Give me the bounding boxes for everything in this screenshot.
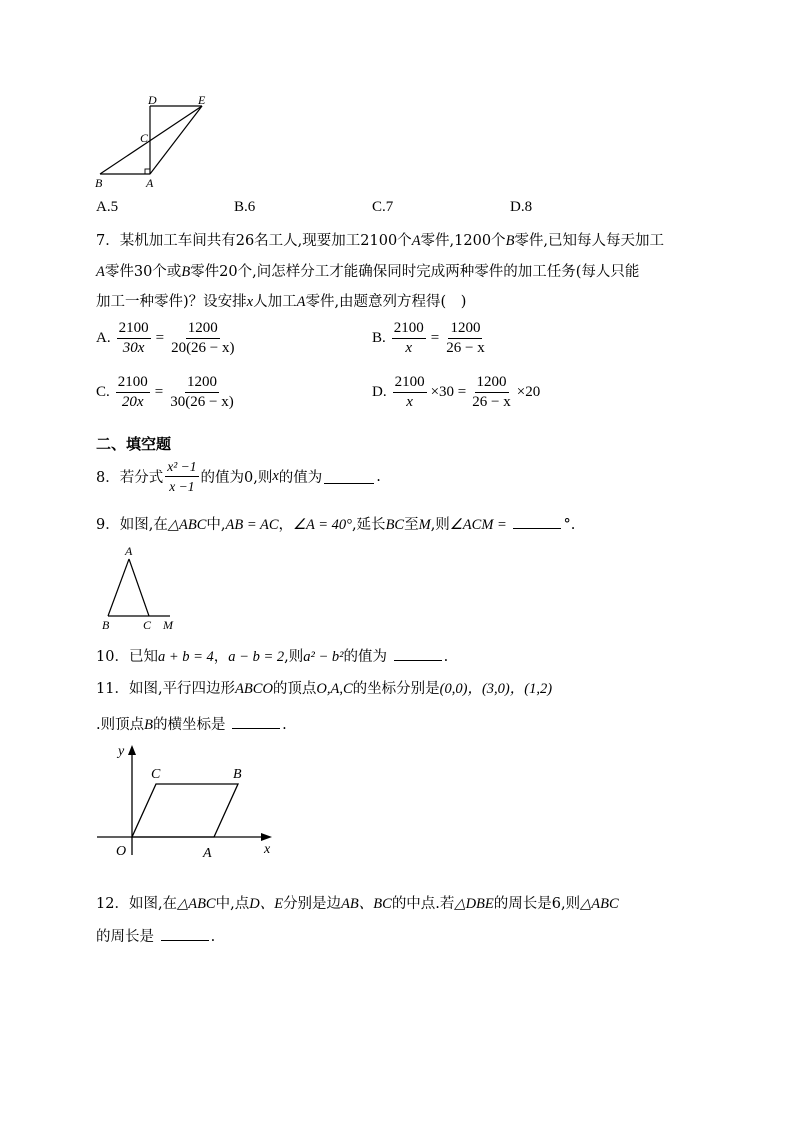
section-title: 二、填空题 (96, 435, 172, 453)
q10-question: 10．已知a + b = 4，a − b = 2,则a² − b²的值为 . (96, 645, 448, 666)
q7-line-3: 加工一种零件)？设安排x人加工A零件,由题意列方程得( ) (96, 294, 467, 310)
label-M: M (163, 618, 173, 631)
fraction: $\frac{1200}{20(26 - x)}$ (171, 320, 235, 356)
q7-line-2: A零件30个或B零件20个,问怎样分工才能确保同时完成两种零件的加工任务(每人只能 (96, 264, 640, 280)
y-axis-arrow (128, 745, 136, 755)
answer-blank[interactable] (232, 714, 280, 729)
fraction: $\frac{2100}{20x}$ (117, 374, 148, 410)
q6-figure (92, 92, 217, 190)
q9-figure (98, 543, 183, 631)
x-axis-arrow (261, 833, 272, 841)
answer-blank[interactable] (513, 514, 561, 529)
q6-option-b[interactable]: B.6 (234, 199, 256, 215)
q7-option-d[interactable]: D. $\frac{2100}{x}$ ×30 = $\frac{1200}{26 - x}$ ×20 (372, 374, 541, 410)
fraction: $\frac{\text{x² −1}}{x -1}$ (167, 459, 197, 494)
q11-question-line-2: .则顶点B的横坐标是 . (96, 713, 287, 734)
fraction: $\frac{1200}{30(26 - x)}$ (170, 374, 234, 410)
segment-AE (150, 106, 202, 174)
q11-figure (92, 740, 282, 865)
label-C: C (140, 131, 149, 145)
label-x: x (264, 842, 271, 857)
label-y: y (118, 744, 125, 759)
label-A: A (146, 176, 154, 190)
parallelogram-ABCO (132, 784, 238, 837)
label-D: D (148, 93, 157, 107)
label-C: C (151, 767, 161, 782)
label-E: E (198, 93, 206, 107)
answer-blank[interactable] (394, 646, 442, 661)
label-B: B (233, 767, 242, 782)
label-O: O (116, 844, 127, 859)
fraction: $\frac{2100}{x}$ (393, 320, 424, 356)
q7-option-a[interactable]: A. $\frac{2100}{30x}$ = $\frac{1200}{20(26 - x)}$ (96, 320, 235, 356)
label-C: C (143, 618, 152, 631)
label-A: A (203, 846, 212, 861)
label-A: A (125, 544, 133, 558)
q12-question-line-2: 的周长是 . (96, 925, 215, 946)
q11-question-line-1: 11．如图,平行四边形ABCO的顶点O,A,C的坐标分别是(0,0)，(3,0)，(1,2) (96, 681, 553, 697)
q6-option-d[interactable]: D.8 (510, 199, 533, 215)
q6-option-c[interactable]: C.7 (372, 199, 394, 215)
q7-option-b[interactable]: B. $\frac{2100}{x}$ = $\frac{1200}{26 - x}$ (372, 320, 485, 356)
q7-line-1: 7．某机加工车间共有26名工人,现要加工2100个A零件,1200个B零件,已知每人每天加工 (96, 233, 665, 249)
right-angle-mark (145, 169, 150, 174)
label-B: B (95, 176, 103, 190)
segment-AC (129, 559, 149, 616)
q8-question: 8．若分式 $\frac{\text{x² −1}}{x -1}$ 的值为0,则 x 的值为 . (96, 459, 381, 494)
label-B: B (102, 618, 110, 631)
fraction: $\frac{1200}{26 - x}$ (446, 320, 485, 356)
fraction: $\frac{2100}{x}$ (394, 374, 425, 410)
answer-blank[interactable] (161, 926, 209, 941)
q9-question: 9．如图,在△ABC中,AB = AC，∠A = 40°,延长BC至M,则∠ACM = °. (96, 513, 575, 534)
fraction: $\frac{2100}{30x}$ (118, 320, 149, 356)
q6-option-a[interactable]: A.5 (96, 199, 119, 215)
answer-blank[interactable] (324, 469, 374, 484)
q12-question-line-1: 12．如图,在△ABC中,点D、E分别是边AB、BC的中点.若△DBE的周长是6,则△ABC (96, 896, 619, 912)
segment-BE (100, 106, 202, 174)
q7-option-c[interactable]: C. $\frac{2100}{20x}$ = $\frac{1200}{30(26 - x)}$ (96, 374, 234, 410)
fraction: $\frac{1200}{26 - x}$ (472, 374, 511, 410)
segment-AB (108, 559, 129, 616)
